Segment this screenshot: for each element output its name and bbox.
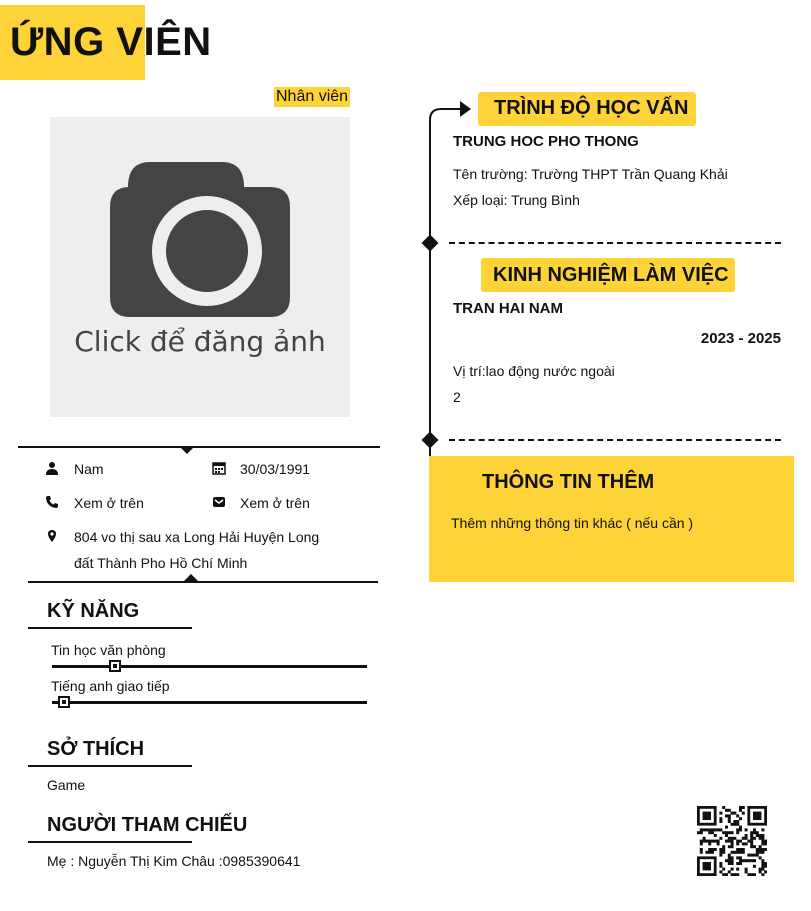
job-position: Vị trí:lao động nước ngoài — [453, 363, 615, 379]
email-value: Xem ở trên — [240, 495, 310, 511]
skill-label: Tin học văn phòng — [51, 642, 166, 658]
phone-value: Xem ở trên — [74, 495, 144, 511]
divider — [449, 439, 781, 441]
hobby-item: Game — [47, 777, 86, 793]
photo-upload[interactable] — [50, 117, 350, 417]
school-grade: Xếp loại: Trung Bình — [453, 192, 580, 208]
photo-upload-label[interactable]: Click để đăng ảnh — [74, 325, 326, 358]
skill-slider-handle[interactable] — [58, 696, 70, 708]
job-role-label[interactable]: Nhân viên — [276, 88, 349, 105]
location-pin-icon — [45, 529, 59, 543]
qr-code-icon — [697, 806, 767, 876]
extra-info-text[interactable]: Thêm những thông tin khác ( nếu cần ) — [451, 515, 694, 531]
address-line-1: 804 vo thị sau xa Long Hải Huyện Long — [74, 529, 320, 545]
divider — [28, 581, 378, 583]
references-title: NGƯỜI THAM CHIẾU — [47, 814, 248, 836]
phone-icon — [45, 495, 59, 509]
skill-track — [52, 665, 367, 668]
job-detail: 2 — [453, 389, 461, 405]
education-level: TRUNG HOC PHO THONG — [453, 133, 639, 150]
reference-item: Mẹ : Nguyễn Thị Kim Châu :0985390641 — [47, 853, 301, 869]
email-icon — [212, 495, 226, 509]
skill-slider-handle[interactable] — [109, 660, 121, 672]
skill-label: Tiếng anh giao tiếp — [51, 678, 170, 694]
divider — [18, 446, 380, 448]
work-period: 2023 - 2025 — [700, 330, 781, 347]
company-name: TRAN HAI NAM — [453, 300, 563, 317]
birthday-value: 30/03/1991 — [240, 461, 311, 477]
experience-title: KINH NGHIỆM LÀM VIỆC — [493, 264, 729, 286]
page-title: ỨNG VIÊN — [10, 20, 212, 64]
education-title: TRÌNH ĐỘ HỌC VẤN — [494, 97, 689, 119]
divider — [449, 242, 781, 244]
section-underline — [28, 765, 192, 767]
extra-info-title: THÔNG TIN THÊM — [482, 471, 655, 493]
hobbies-title: SỞ THÍCH — [47, 738, 145, 760]
skill-track — [52, 701, 367, 704]
user-icon — [45, 461, 59, 475]
camera-icon — [50, 117, 350, 417]
skills-title: KỸ NĂNG — [47, 600, 140, 622]
calendar-icon — [212, 461, 226, 475]
section-underline — [28, 627, 192, 629]
section-underline — [28, 841, 192, 843]
school-name: Tên trường: Trường THPT Trần Quang Khải — [453, 166, 728, 182]
pointer-down-icon — [179, 446, 195, 455]
address-line-2: đất Thành Pho Hồ Chí Minh — [74, 555, 248, 571]
pointer-up-icon — [183, 574, 199, 582]
gender-value: Nam — [74, 461, 104, 477]
